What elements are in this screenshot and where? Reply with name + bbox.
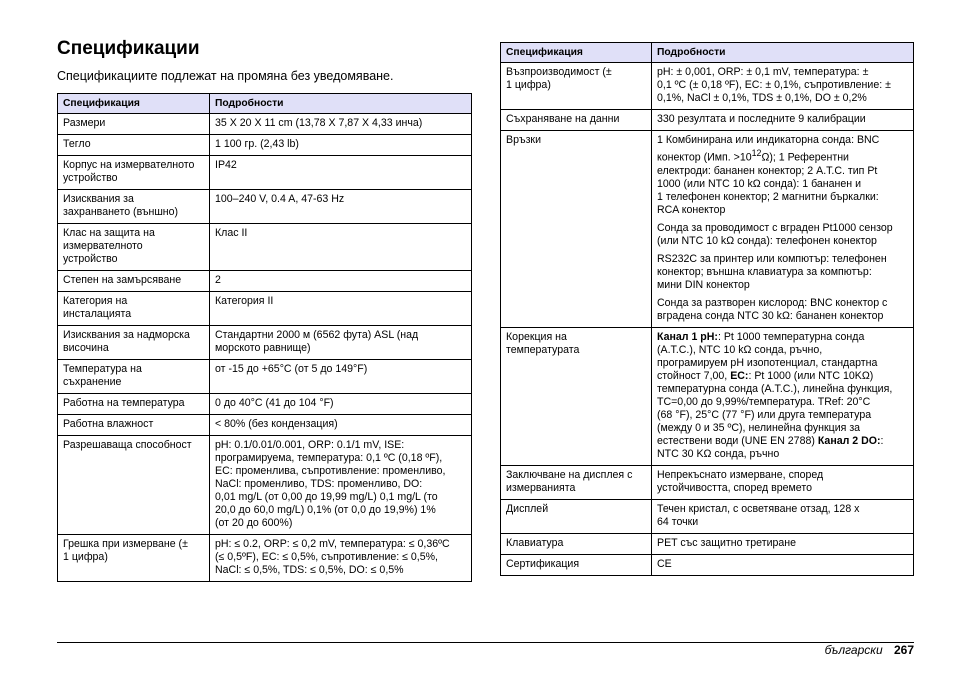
table-row (58, 156, 472, 190)
spec-cell: Клавиатура (501, 533, 652, 554)
connections-paragraph (657, 134, 909, 217)
table-row (58, 394, 472, 415)
details-cell: Непрекъснато измерване, според устойчивостта, според времето (652, 465, 914, 499)
spec-cell: Клас на защита на измервателното устройство (58, 224, 210, 271)
temp-correction-text: : Pt 1000 (или NTC 10KΩ) температурна сонда (A.T.C.), линейна функция, TC=0,00 до 9,99%/температура. TRef: 20°C (68 °F), 25°C (77 °F) или друга температура (между 0 и 35 ºC), нелинейна функция за естествени води (UNE EN 2788) (657, 369, 893, 447)
table-row (58, 436, 472, 535)
spec-cell: Изисквания за захранването (външно) (58, 190, 210, 224)
channel-label: EC: (730, 369, 749, 382)
details-cell: < 80% (без кондензация) (210, 415, 472, 436)
details-cell (652, 131, 914, 328)
page-footer (825, 643, 914, 657)
page-title: Спецификации (57, 38, 200, 59)
spec-cell: Разрешаваща способност (58, 436, 210, 535)
table-header-row (58, 94, 472, 114)
footer-divider (57, 642, 914, 643)
table-row (501, 533, 914, 554)
spec-cell: Работна на температура (58, 394, 210, 415)
details-cell: 1 100 гр. (2,43 lb) (210, 135, 472, 156)
table-row (501, 554, 914, 575)
column-header-spec: Спецификация (58, 94, 210, 114)
temp-correction-text: : Pt 1000 температурна сонда (A.T.C.), NTC 10 kΩ сонда, ръчно, програмируем pH изопотенциал, стандартна стойност 7,00, (657, 330, 878, 382)
table-row (501, 499, 914, 533)
spec-table-right (500, 42, 914, 576)
spec-cell: Температура на съхранение (58, 360, 210, 394)
spec-cell: Корпус на измервателното устройство (58, 156, 210, 190)
table-row (501, 465, 914, 499)
table-row (58, 292, 472, 326)
details-cell: CE (652, 554, 914, 575)
details-cell: 100–240 V, 0.4 A, 47-63 Hz (210, 190, 472, 224)
details-cell: от -15 до +65°C (от 5 до 149°F) (210, 360, 472, 394)
spec-cell: Корекция на температурата (501, 327, 652, 465)
details-cell: Категория II (210, 292, 472, 326)
intro-text: Спецификациите подлежат на промяна без уведомяване. (57, 69, 394, 83)
spec-cell: Размери (58, 114, 210, 135)
details-cell: 0 до 40°C (41 до 104 °F) (210, 394, 472, 415)
details-cell: Стандартни 2000 м (6562 фута) ASL (над морското равнище) (210, 326, 472, 360)
table-header-row (501, 43, 914, 63)
table-row (58, 415, 472, 436)
details-cell: 35 X 20 X 11 cm (13,78 X 7,87 X 4,33 инча) (210, 114, 472, 135)
details-cell: 330 резултата и последните 9 калибрации (652, 110, 914, 131)
connections-paragraph: Сонда за разтворен кислород: BNC конектор с вградена сонда NTC 30 kΩ: бананен конектор (657, 296, 888, 322)
spec-cell: Категория на инсталацията (58, 292, 210, 326)
page-number: 267 (893, 643, 914, 657)
table-row (58, 535, 472, 582)
connections-text: Ω); 1 Референтни електроди: бананен конектор; 2 A.T.C. тип Pt 1000 (или NTC 10 kΩ сонда): 1 бананен и 1 телефонен конектор; 2 магнитни бъркалки: RCA конектор (657, 151, 879, 216)
spec-cell: Тегло (58, 135, 210, 156)
connections-paragraph: RS232C за принтер или компютър: телефонен конектор; външна клавиатура за компютър: мини DIN конектор (657, 252, 887, 291)
spec-cell: Сертификация (501, 554, 652, 575)
channel-label: Канал 1 pH: (657, 330, 718, 343)
footer-language: български (824, 643, 883, 657)
exponent: 12 (751, 148, 762, 158)
spec-cell: Заключване на дисплея с измерванията (501, 465, 652, 499)
details-cell: Течен кристал, с осветяване отзад, 128 x 64 точки (652, 499, 914, 533)
table-row (501, 63, 914, 110)
spec-cell: Работна влажност (58, 415, 210, 436)
table-row (58, 326, 472, 360)
details-cell: Клас II (210, 224, 472, 271)
table-row (58, 114, 472, 135)
spec-cell: Възпроизводимост (± 1 цифра) (501, 63, 652, 110)
details-cell: IP42 (210, 156, 472, 190)
table-row (58, 224, 472, 271)
column-header-spec: Спецификация (501, 43, 652, 63)
details-cell: PET със защитно третиране (652, 533, 914, 554)
temp-correction-text: : NTC 30 KΩ сонда, ръчно (657, 434, 884, 460)
table-row (501, 131, 914, 328)
details-cell (652, 327, 914, 465)
details-cell: pH: ± 0,001, ORP: ± 0,1 mV, температура: ± 0,1 ºC (± 0,18 ºF), EC: ± 0,1%, съпротивление: ± 0,1%, NaCl ± 0,1%, TDS ± 0,1%, DO ± 0,2% (652, 63, 914, 110)
spec-table-left (57, 93, 472, 582)
spec-cell: Грешка при измерване (± 1 цифра) (58, 535, 210, 582)
connections-paragraph: Сонда за проводимост с вграден Pt1000 сензор (или NTC 10 kΩ сонда): телефонен конектор (657, 221, 893, 247)
table-row (58, 190, 472, 224)
spec-cell: Дисплей (501, 499, 652, 533)
column-header-details: Подробности (652, 43, 914, 63)
table-row (58, 135, 472, 156)
channel-label: Канал 2 DO: (817, 434, 881, 447)
connections-text: 1 Комбинирана или индикаторна сонда: BNC конектор (Имп. >10 (657, 134, 880, 164)
details-cell: pH: ≤ 0.2, ORP: ≤ 0,2 mV, температура: ≤ 0,36ºC (≤ 0,5ºF), EC: ≤ 0,5%, съпротивление: ≤ 0,5%, NaCl: ≤ 0,5%, TDS: ≤ 0,5%, DO: ≤ 0,5% (210, 535, 472, 582)
details-cell: pH: 0.1/0.01/0.001, ORP: 0.1/1 mV, ISE: програмируема, температура: 0,1 ºC (0,18 ºF), EC: променлива, съпротивление: променливо, NaCl: променливо, TDS: променливо, DO: 0,01 mg/L (от 0,00 до 19,99 mg/L) 0,1 mg/L (то 20,0 до 60,0 mg/L) 0,1% (от 0,0 до 19,9%) 1% (от 20 до 600%) (210, 436, 472, 535)
table-row (58, 271, 472, 292)
spec-cell: Съхраняване на данни (501, 110, 652, 131)
spec-cell: Връзки (501, 131, 652, 328)
details-cell: 2 (210, 271, 472, 292)
column-header-details: Подробности (210, 94, 472, 114)
spec-cell: Степен на замърсяване (58, 271, 210, 292)
table-row (501, 110, 914, 131)
table-row (58, 360, 472, 394)
table-row (501, 327, 914, 465)
spec-cell: Изисквания за надморска височина (58, 326, 210, 360)
